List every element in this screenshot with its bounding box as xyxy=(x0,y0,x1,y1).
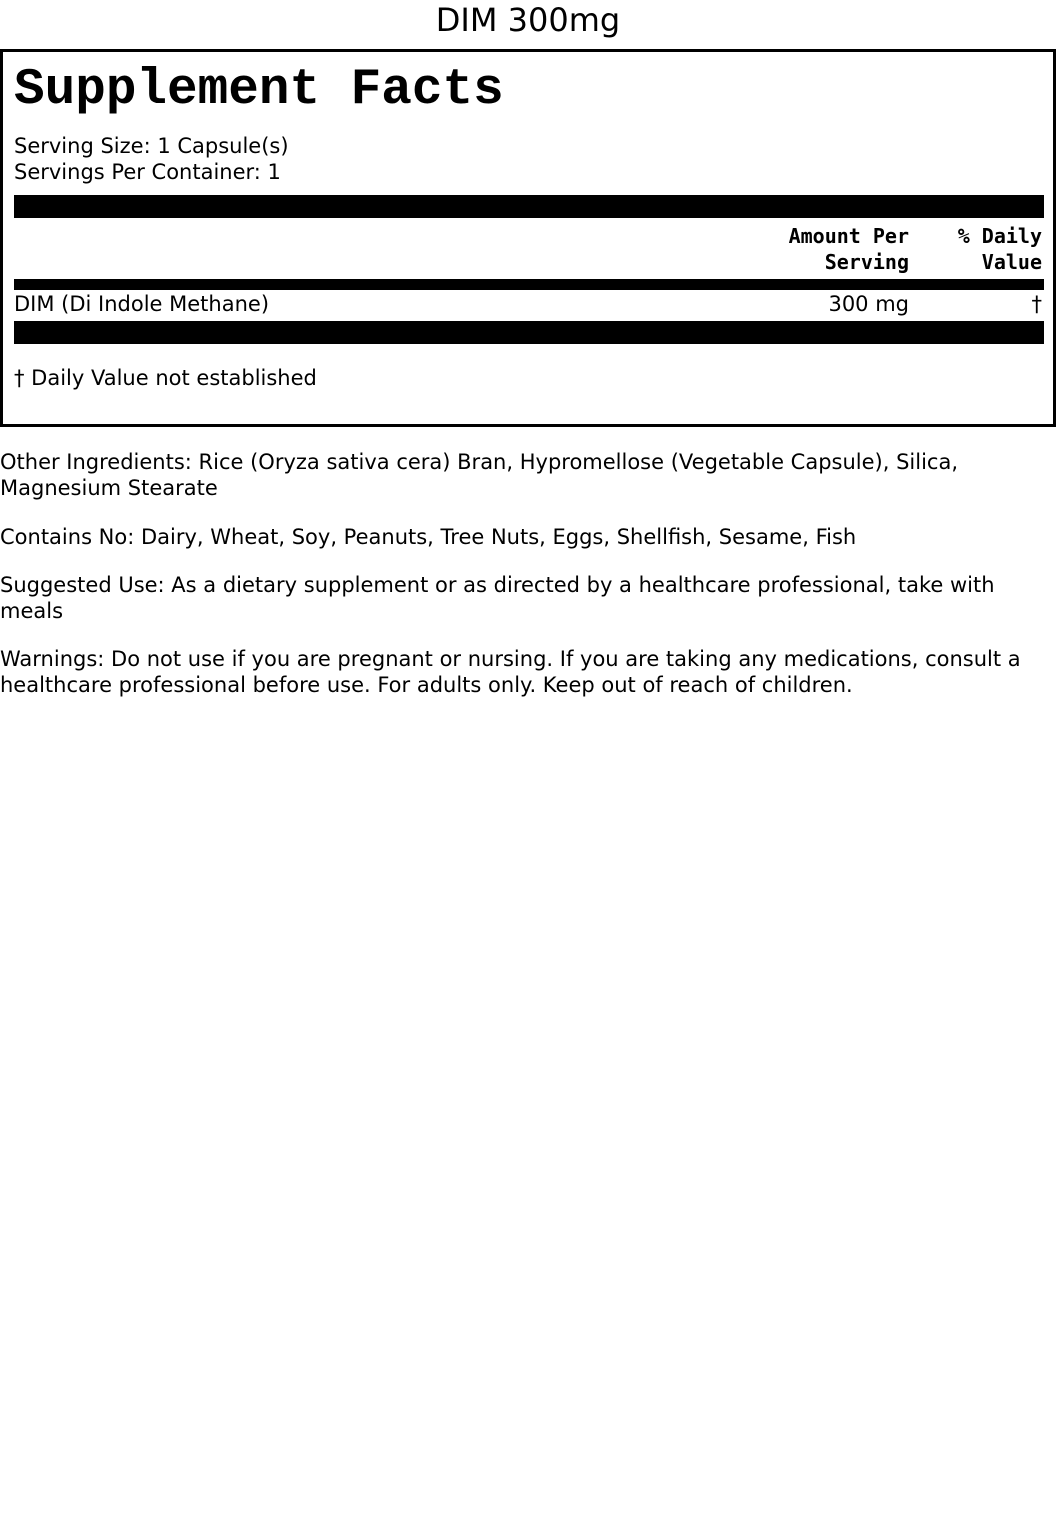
serving-size: Serving Size: 1 Capsule(s) xyxy=(14,134,289,158)
supplement-facts-panel xyxy=(0,49,1056,427)
other-ingredients: Other Ingredients: Rice (Oryza sativa cera) Bran, Hypromellose (Vegetable Capsule), Silica, Magnesium Stearate xyxy=(0,450,959,500)
suggested-use: Suggested Use: As a dietary supplement or as directed by a healthcare professional, take with meals xyxy=(0,573,995,623)
servings-per-container: Servings Per Container: 1 xyxy=(14,160,281,184)
medium-divider xyxy=(14,279,1044,290)
contains-no: Contains No: Dairy, Wheat, Soy, Peanuts, Tree Nuts, Eggs, Shellfish, Sesame, Fish xyxy=(0,525,857,549)
warnings: Warnings: Do not use if you are pregnant or nursing. If you are taking any medications, consult a healthcare professional before use. For adults only. Keep out of reach of children. xyxy=(0,647,1021,697)
daily-value-header xyxy=(958,223,1042,275)
dv-header-line1: % Daily xyxy=(957,224,1042,248)
product-title: DIM 300mg xyxy=(435,1,621,39)
ingredient-amount: 300 mg xyxy=(828,292,909,316)
amount-per-serving-header xyxy=(789,223,909,275)
thick-divider-top xyxy=(14,195,1044,218)
dv-header-line2: Value xyxy=(981,250,1042,274)
ingredient-name: DIM (Di Indole Methane) xyxy=(14,292,270,316)
thick-divider-bottom xyxy=(14,321,1044,344)
ingredient-daily-value: † xyxy=(1031,292,1042,316)
daily-value-footnote: † Daily Value not established xyxy=(14,366,317,390)
amount-header-line1: Amount Per xyxy=(788,224,909,248)
amount-header-line2: Serving xyxy=(824,250,909,274)
supplement-facts-heading: Supplement Facts xyxy=(14,62,504,119)
